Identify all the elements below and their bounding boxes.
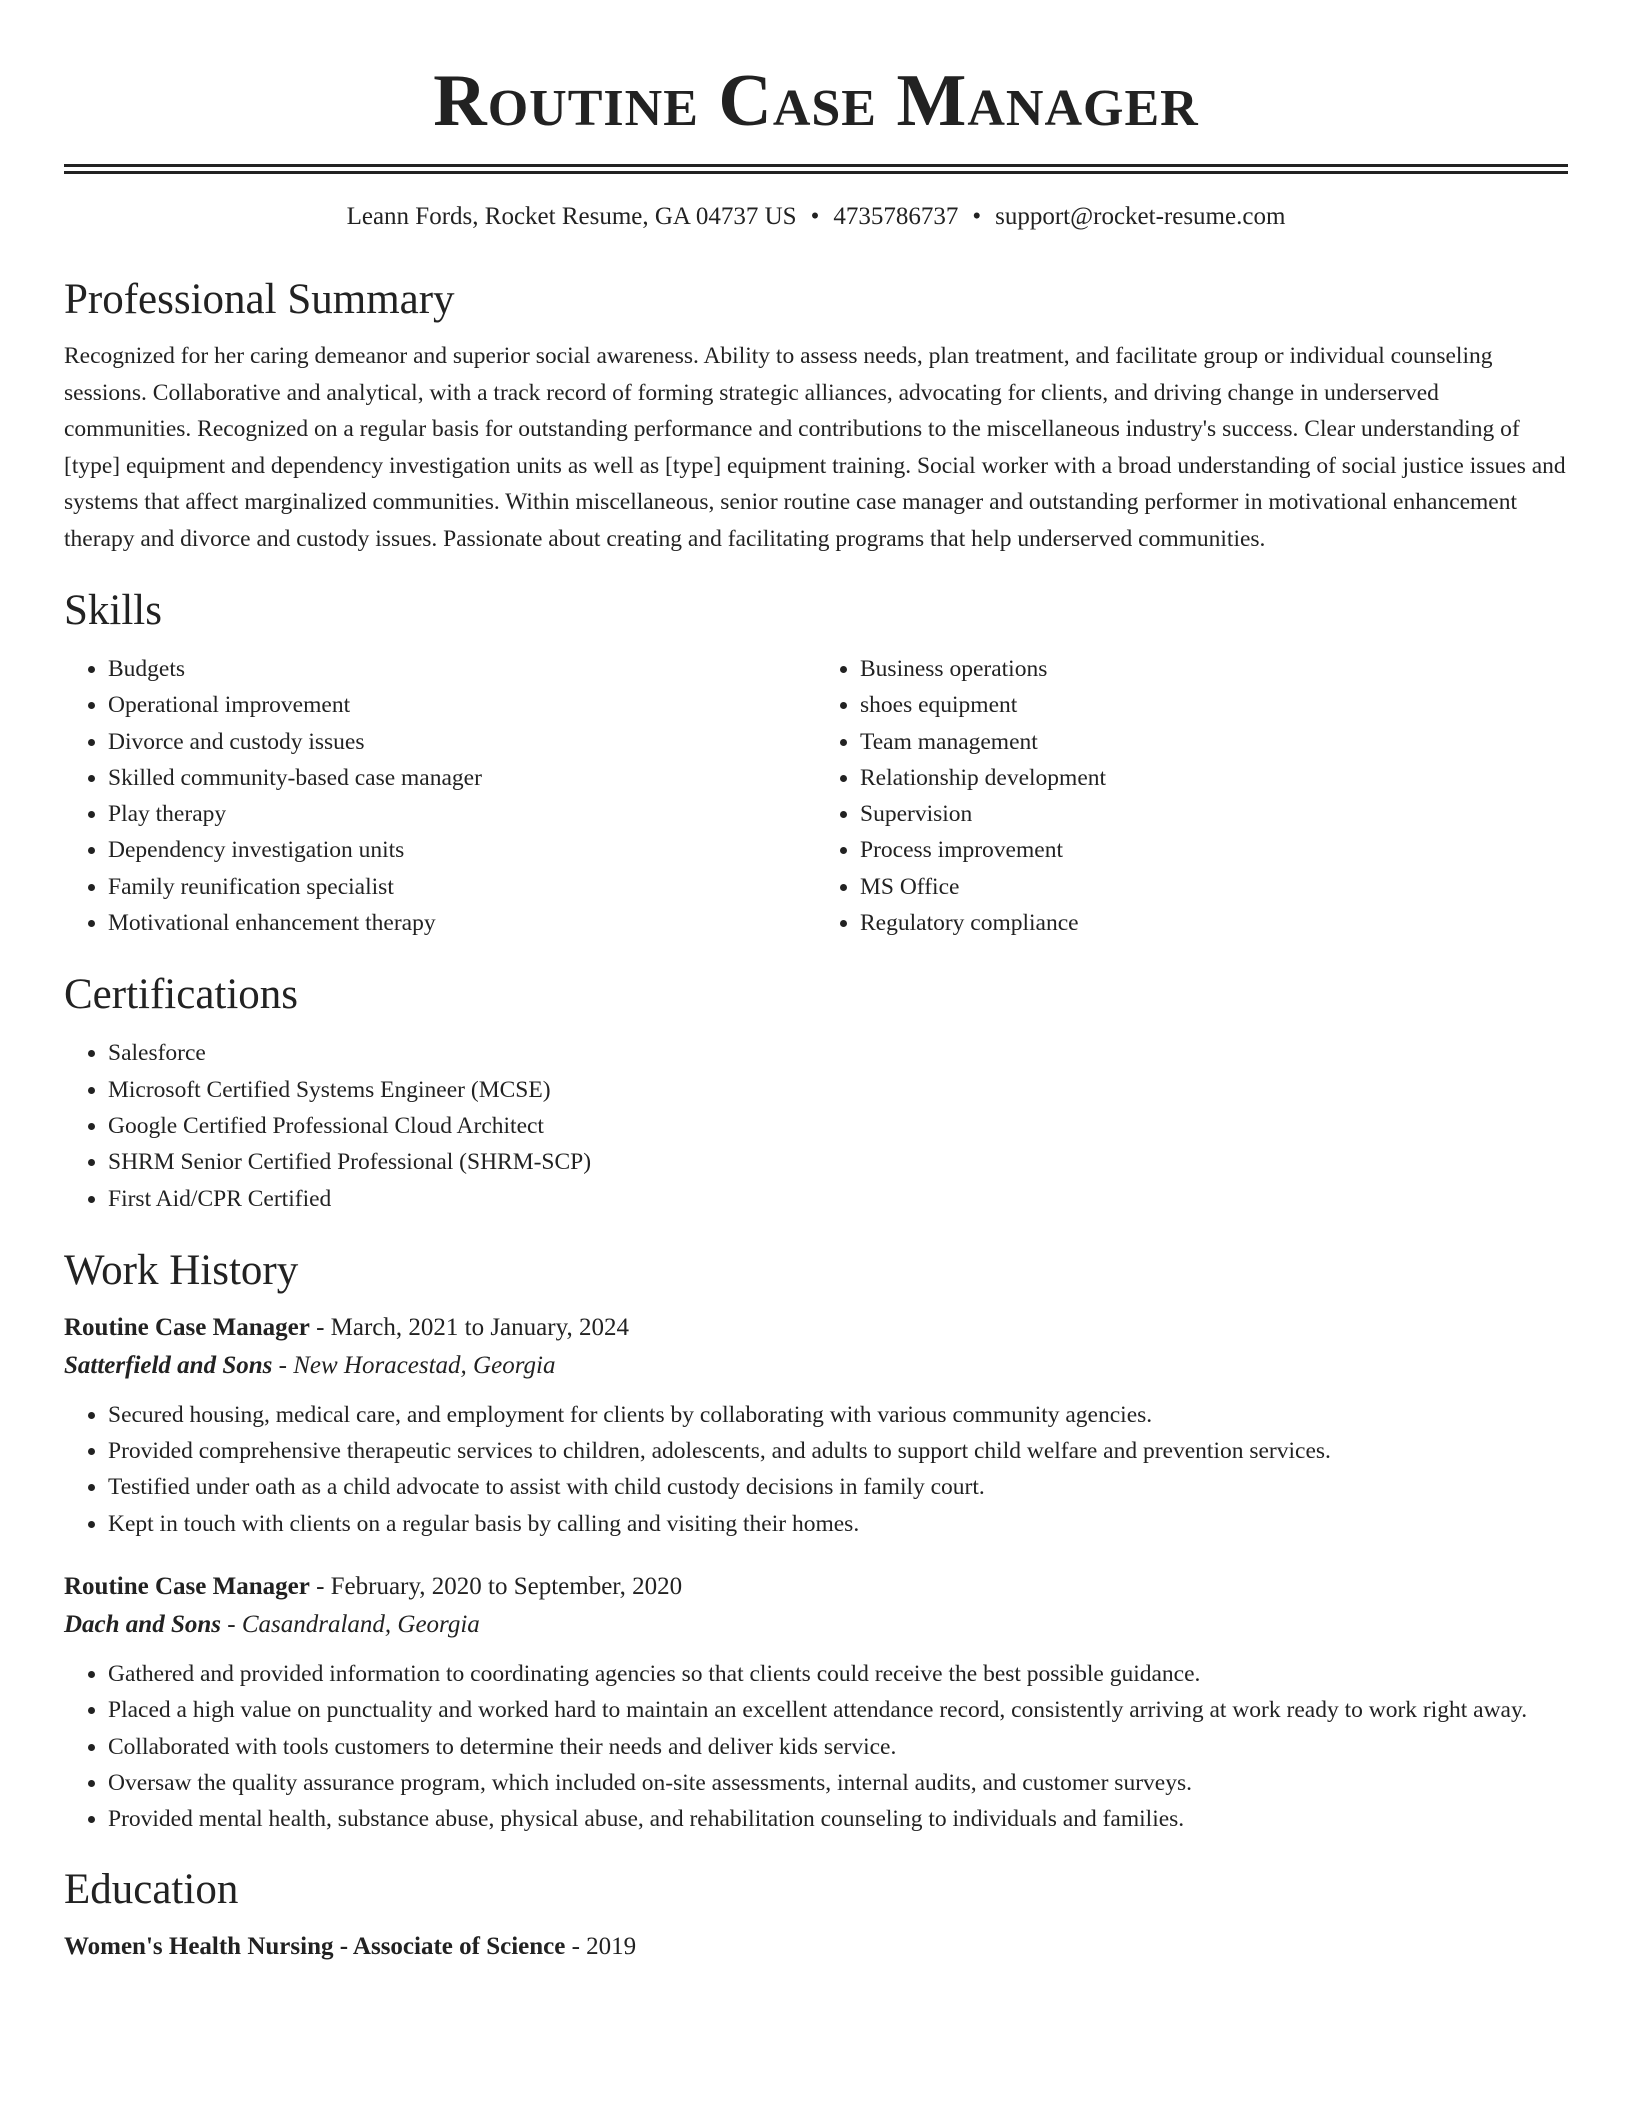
certification-item: • Microsoft Certified Systems Engineer (MCSE) bbox=[108, 1072, 1568, 1108]
contact-email: support@rocket-resume.com bbox=[995, 203, 1286, 230]
certifications-list bbox=[64, 1035, 1568, 1216]
job-title: Routine Case Manager bbox=[64, 1313, 310, 1341]
title-divider bbox=[64, 164, 1568, 174]
education-year: - 2019 bbox=[565, 1932, 637, 1960]
job-title-line bbox=[64, 1568, 1568, 1606]
contact-separator: • bbox=[972, 203, 982, 230]
company-location: - Casandraland, Georgia bbox=[221, 1611, 480, 1639]
skill-item: • Team management bbox=[860, 724, 1568, 760]
skills-column-left bbox=[64, 651, 816, 941]
skill-item: • Dependency investigation units bbox=[108, 832, 816, 868]
education-heading: Education bbox=[64, 1865, 239, 1913]
job-bullets bbox=[64, 1656, 1568, 1837]
certifications-heading: Certifications bbox=[64, 971, 299, 1019]
work-history-heading: Work History bbox=[64, 1246, 299, 1294]
resume-title: Routine Case Manager bbox=[433, 60, 1199, 142]
skill-item: • Motivational enhancement therapy bbox=[108, 905, 816, 941]
job-entry bbox=[64, 1309, 1568, 1542]
summary-text: Recognized for her caring demeanor and superior social awareness. Ability to assess needs, plan treatment, and facilitate group or individual counseling sessions. Collaborative and analytical, with a track record of forming strategic alliances, advocating for clients, and driving change in underserved communities. Recognized on a regular basis for outstanding performance and contributions to the miscellaneous industry's success. Clear understanding of [type] equipment and dependency investigation units as well as [type] equipment training. Social worker with a broad understanding of social justice issues and systems that affect marginalized communities. Within miscellaneous, senior routine case manager and outstanding performer in motivational enhancement therapy and divorce and custody issues. Passionate about creating and facilitating programs that help underserved communities. bbox=[64, 343, 1566, 552]
company-location: - New Horacestad, Georgia bbox=[272, 1351, 556, 1379]
company-name: Dach and Sons bbox=[64, 1611, 221, 1639]
job-bullet: • Placed a high value on punctuality and worked hard to maintain an excellent attendance record, consistently arriving at work ready to work right away. bbox=[108, 1692, 1568, 1728]
skill-item: • Family reunification specialist bbox=[108, 869, 816, 905]
job-dates: - March, 2021 to January, 2024 bbox=[309, 1313, 629, 1341]
job-bullet: • Kept in touch with clients on a regular basis by calling and visiting their homes. bbox=[108, 1506, 1568, 1542]
job-title-line bbox=[64, 1309, 1568, 1347]
education-entry bbox=[64, 1928, 1568, 1966]
job-bullet: • Collaborated with tools customers to determine their needs and deliver kids service. bbox=[108, 1729, 1568, 1765]
company-line bbox=[64, 1606, 1568, 1644]
contact-line bbox=[64, 200, 1568, 234]
job-bullet: • Provided mental health, substance abuse, physical abuse, and rehabilitation counseling to individuals and families. bbox=[108, 1801, 1568, 1837]
job-bullet: • Gathered and provided information to coordinating agencies so that clients could receive the best possible guidance. bbox=[108, 1656, 1568, 1692]
skill-item: • Play therapy bbox=[108, 796, 816, 832]
skill-item: • Regulatory compliance bbox=[860, 905, 1568, 941]
skill-item: • Divorce and custody issues bbox=[108, 724, 816, 760]
skills-heading: Skills bbox=[64, 587, 162, 634]
certification-item: • Salesforce bbox=[108, 1035, 1568, 1071]
certification-item: • First Aid/CPR Certified bbox=[108, 1181, 1568, 1217]
certification-item: • Google Certified Professional Cloud Architect bbox=[108, 1108, 1568, 1144]
summary-heading: Professional Summary bbox=[64, 276, 455, 323]
skill-item: • Budgets bbox=[108, 651, 816, 687]
skill-item: • Relationship development bbox=[860, 760, 1568, 796]
skills-list bbox=[64, 651, 1568, 941]
job-bullets bbox=[64, 1397, 1568, 1542]
skill-item: • Supervision bbox=[860, 796, 1568, 832]
skill-item: • shoes equipment bbox=[860, 687, 1568, 723]
skill-item: • Skilled community-based case manager bbox=[108, 760, 816, 796]
skill-item: • MS Office bbox=[860, 869, 1568, 905]
job-bullet: • Oversaw the quality assurance program, which included on-site assessments, internal audits, and customer surveys. bbox=[108, 1765, 1568, 1801]
job-title: Routine Case Manager bbox=[64, 1573, 310, 1601]
education-degree: Women's Health Nursing - Associate of Science bbox=[64, 1932, 566, 1960]
skill-item: • Business operations bbox=[860, 651, 1568, 687]
skills-column-right bbox=[816, 651, 1568, 941]
job-bullet: • Provided comprehensive therapeutic services to children, adolescents, and adults to support child welfare and prevention services. bbox=[108, 1433, 1568, 1469]
contact-phone: 4735786737 bbox=[833, 203, 959, 230]
skill-item: • Operational improvement bbox=[108, 687, 816, 723]
contact-separator: • bbox=[810, 203, 820, 230]
company-name: Satterfield and Sons bbox=[64, 1351, 273, 1379]
job-bullet: • Testified under oath as a child advocate to assist with child custody decisions in family court. bbox=[108, 1469, 1568, 1505]
job-bullet: • Secured housing, medical care, and employment for clients by collaborating with various community agencies. bbox=[108, 1397, 1568, 1433]
company-line bbox=[64, 1347, 1568, 1385]
contact-address: Leann Fords, Rocket Resume, GA 04737 US bbox=[346, 203, 797, 230]
certification-item: • SHRM Senior Certified Professional (SHRM-SCP) bbox=[108, 1144, 1568, 1180]
job-dates: - February, 2020 to September, 2020 bbox=[309, 1573, 683, 1601]
skill-item: • Process improvement bbox=[860, 832, 1568, 868]
job-entry bbox=[64, 1568, 1568, 1837]
